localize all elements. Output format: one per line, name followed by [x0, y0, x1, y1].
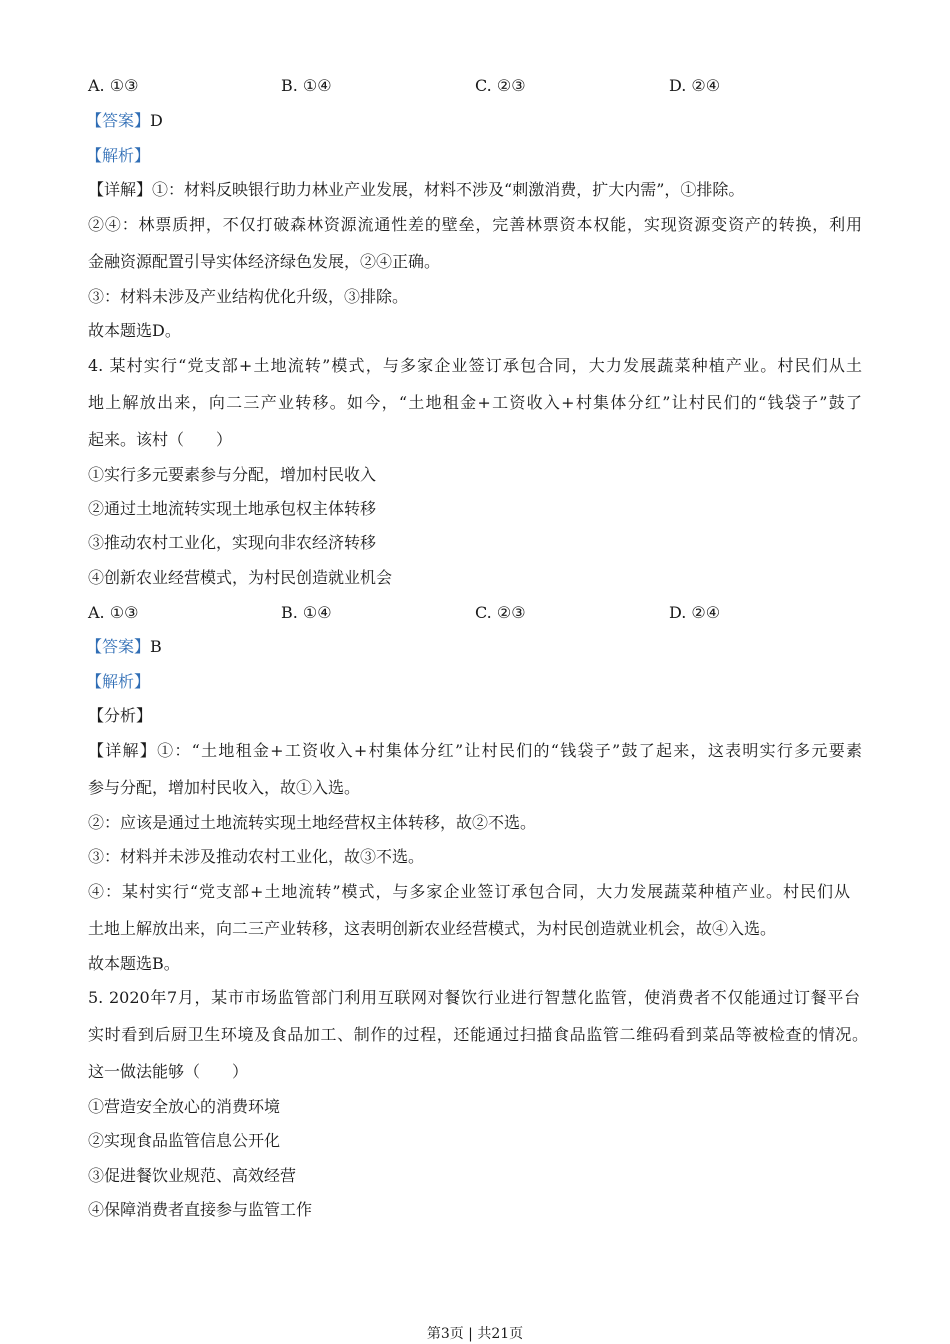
- q4-detail-line: 参与分配，增加村民收入，故①入选。: [88, 778, 361, 797]
- q4-option-a: A. ①③: [88, 603, 139, 622]
- q4-detail-line: 土地上解放出来，向二三产业转移，这表明创新农业经营模式，为村民创造就业机会，故④入选。: [88, 919, 777, 938]
- q4-detail-line: [88, 741, 862, 761]
- q3-detail-line: ②④：林票质押，不仅打破森林资源流通性差的壁垒，完善林票资本权能，实现资源变资产的转换，利用: [88, 215, 862, 234]
- q4-item: ①实行多元要素参与分配，增加村民收入: [88, 465, 377, 484]
- detail-tag: 【详解】: [88, 180, 153, 199]
- q4-stem-line: 4. 某村实行“党支部+土地流转”模式，与多家企业签订承包合同，大力发展蔬菜种植产业。村民们从土: [88, 356, 862, 375]
- detail-text: ①：材料反映银行助力林业产业发展，材料不涉及“刺激消费，扩大内需”，①排除。: [152, 180, 745, 199]
- q5-item: ③促进餐饮业规范、高效经营: [88, 1166, 297, 1185]
- q4-item: ④创新农业经营模式，为村民创造就业机会: [88, 568, 393, 587]
- q3-detail-line: ③：材料未涉及产业结构优化升级，③排除。: [88, 287, 409, 306]
- q3-analysis-tag: 【解析】: [86, 146, 151, 165]
- answer-tag: 【答案】: [86, 111, 151, 130]
- q4-analysis-tag: 【解析】: [86, 672, 151, 691]
- q4-item: ②通过土地流转实现土地承包权主体转移: [88, 499, 377, 518]
- q4-detail-line: ②：应该是通过土地流转实现土地经营权主体转移，故②不选。: [88, 813, 537, 832]
- q4-detail-line: ④：某村实行“党支部+土地流转”模式，与多家企业签订承包合同，大力发展蔬菜种植产业。村民们从: [88, 882, 850, 901]
- q5-stem-line: 这一做法能够（ ）: [88, 1062, 249, 1081]
- q4-item: ③推动农村工业化，实现向非农经济转移: [88, 533, 377, 552]
- answer-value: D: [150, 111, 163, 130]
- q4-option-b: B. ①④: [281, 603, 332, 622]
- q4-fenxi-tag: 【分析】: [88, 706, 153, 725]
- q3-option-a: A. ①③: [88, 76, 139, 95]
- q4-stem-line: 地上解放出来，向二三产业转移。如今，“土地租金+工资收入+村集体分红”让村民们的“钱袋子”鼓了: [88, 393, 862, 412]
- q4-option-c: C. ②③: [475, 603, 526, 622]
- answer-tag: 【答案】: [86, 637, 151, 656]
- q3-option-b: B. ①④: [281, 76, 332, 95]
- q4-option-d: D. ②④: [669, 603, 721, 622]
- q3-detail-line: 金融资源配置引导实体经济绿色发展，②④正确。: [88, 252, 441, 271]
- page-footer: 第3页 | 共21页: [426, 1326, 524, 1342]
- q3-detail-line: [88, 180, 862, 200]
- q5-item: ④保障消费者直接参与监管工作: [88, 1200, 313, 1219]
- q4-conclusion: 故本题选B。: [88, 954, 180, 973]
- q3-option-c: C. ②③: [475, 76, 526, 95]
- q4-detail-line: ③：材料并未涉及推动农村工业化，故③不选。: [88, 847, 425, 866]
- q3-conclusion: 故本题选D。: [88, 321, 181, 340]
- answer-value: B: [150, 637, 162, 656]
- detail-text: ①：“土地租金+工资收入+村集体分红”让村民们的“钱袋子”鼓了起来，这表明实行多元要素: [157, 741, 862, 760]
- q5-stem-line: 5. 2020年7月，某市市场监管部门利用互联网对餐饮行业进行智慧化监管，使消费者不仅能通过订餐平台: [88, 988, 860, 1007]
- q5-item: ①营造安全放心的消费环境: [88, 1097, 281, 1116]
- q3-option-d: D. ②④: [669, 76, 721, 95]
- q4-answer: [86, 637, 860, 657]
- q4-stem-line: 起来。该村（ ）: [88, 430, 233, 449]
- detail-tag: 【详解】: [88, 741, 158, 760]
- q3-answer: [86, 111, 860, 131]
- q5-item: ②实现食品监管信息公开化: [88, 1131, 281, 1150]
- q5-stem-line: 实时看到后厨卫生环境及食品加工、制作的过程，还能通过扫描食品监管二维码看到菜品等被检查的情况。: [88, 1025, 868, 1044]
